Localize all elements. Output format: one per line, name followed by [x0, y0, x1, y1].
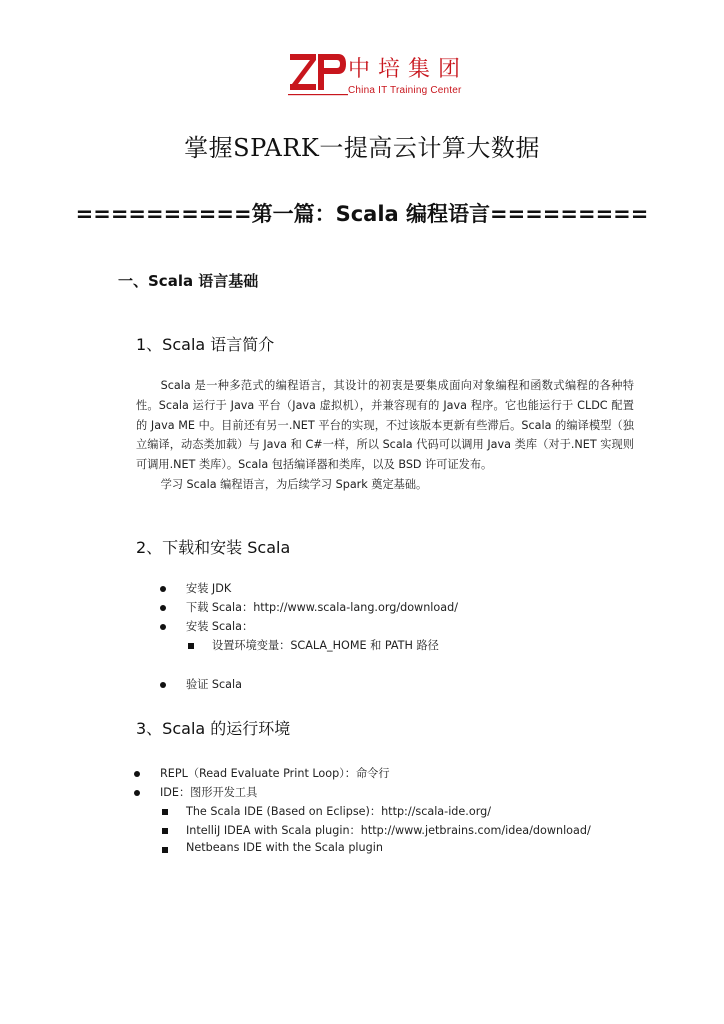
bullet-square-icon: [162, 847, 168, 853]
subsection-heading-install: 2、下载和安装 Scala: [136, 538, 291, 557]
intro-paragraph: Scala 是一种多范式的编程语言，其设计的初衷是要集成面向对象编程和函数式编程的各种特性。Scala 运行于 Java 平台（Java 虚拟机），并兼容现有的 Java 程序。它也能运行于 CLDC 配置的 Java ME 中。目前还有另一.NET 平台的实现，不过该版本更新有些滞后。Scala 的编译模型（独立编译，动态类加载）与 Java 和 C#一样，所以 Scala 代码可以调用 Java 类库（对于.NET 实现则可调用.NET 类库）。Scala 包括编译器和类库，以及 BSD 许可证发布。: [136, 379, 634, 472]
bullet-square-icon: [162, 828, 168, 834]
list-item: REPL（Read Evaluate Print Loop）：命令行: [160, 767, 390, 780]
sub-list-item: The Scala IDE (Based on Eclipse)：http://scala-ide.org/: [186, 805, 491, 818]
list-item: 安装 Scala：: [186, 620, 254, 633]
list-item: 安装 JDK: [186, 582, 232, 595]
logo-english-name: China IT Training Center: [348, 85, 462, 96]
bullet-dot-icon: [134, 790, 140, 796]
company-logo: [288, 50, 469, 102]
document-subtitle: ==========第一篇：Scala 编程语言=========: [75, 202, 649, 226]
logo-chinese-name: 中培集团: [348, 57, 469, 82]
list-item: 验证 Scala: [186, 678, 243, 691]
bullet-dot-icon: [160, 605, 166, 611]
list-item: IDE：图形开发工具: [160, 786, 258, 799]
bullet-dot-icon: [160, 586, 166, 592]
section-heading: 一、Scala 语言基础: [118, 272, 259, 290]
bullet-dot-icon: [160, 682, 166, 688]
sub-list-item: IntelliJ IDEA with Scala plugin：http://www.jetbrains.com/idea/download/: [186, 824, 591, 837]
document-title: 掌握SPARK一提高云计算大数据: [184, 134, 540, 162]
bullet-square-icon: [162, 809, 168, 815]
bullet-dot-icon: [160, 624, 166, 630]
bullet-square-icon: [188, 643, 194, 649]
subsection-heading-intro: 1、Scala 语言简介: [136, 335, 275, 354]
bullet-dot-icon: [134, 771, 140, 777]
intro-body: [136, 376, 634, 495]
intro-paragraph: 学习 Scala 编程语言，为后续学习 Spark 奠定基础。: [160, 477, 428, 491]
sub-list-item: 设置环境变量：SCALA_HOME 和 PATH 路径: [212, 639, 439, 652]
zp-logo-mark-icon: [288, 50, 348, 102]
list-item: 下载 Scala：http://www.scala-lang.org/download/: [186, 601, 458, 614]
sub-list-item: Netbeans IDE with the Scala plugin: [186, 841, 383, 854]
subsection-heading-runtime: 3、Scala 的运行环境: [136, 719, 291, 738]
